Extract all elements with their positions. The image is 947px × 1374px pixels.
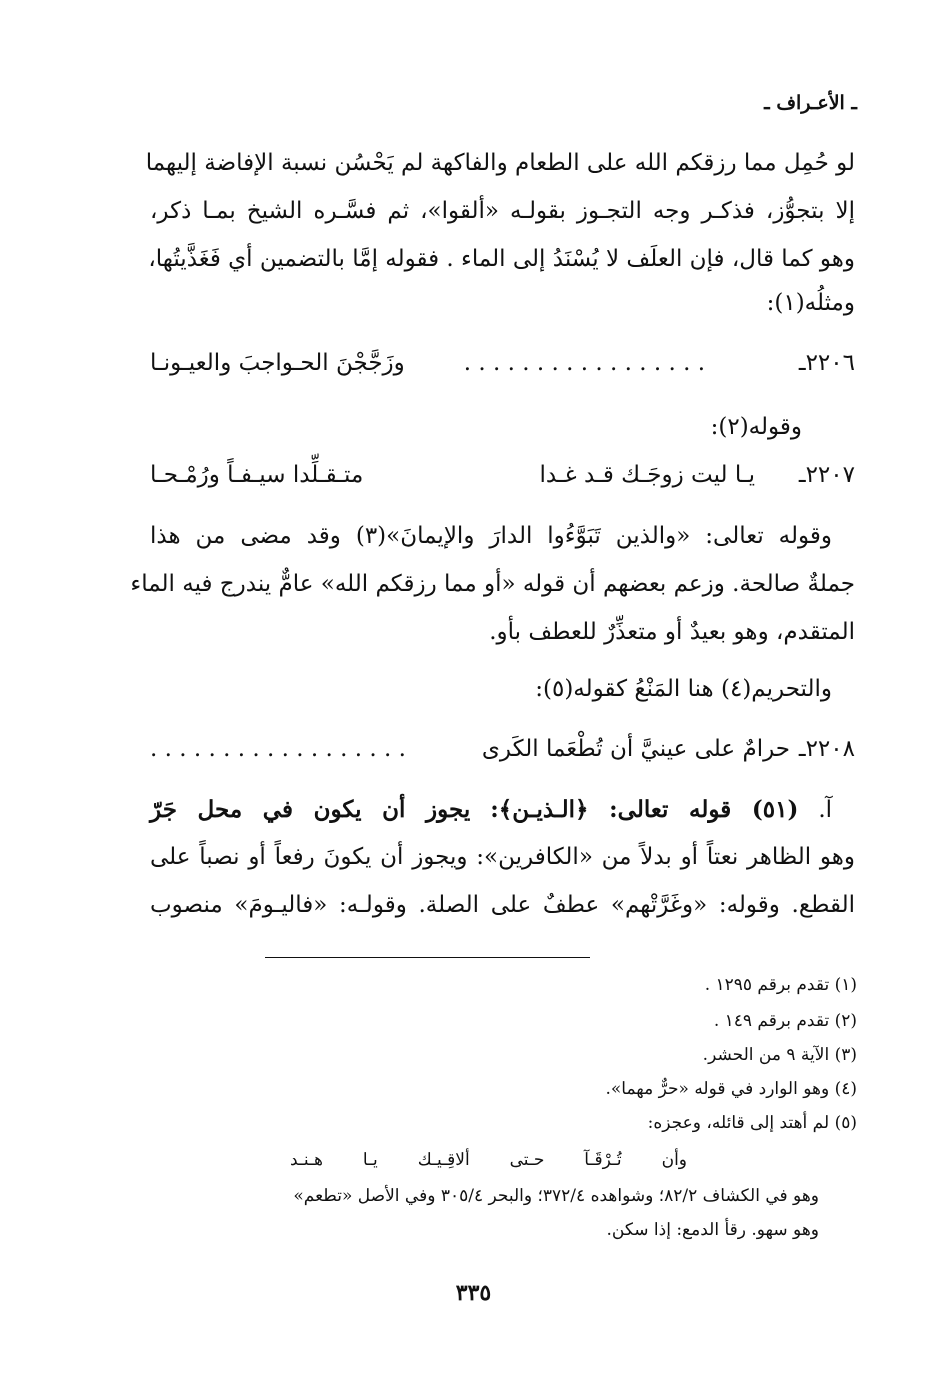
footnote-5: (٥) لم أهتد إلى قائله، وعجزه:: [647, 1113, 857, 1133]
verse-first-half: . . . . . . . . . . . . . . . . .: [463, 350, 705, 376]
para-line-2: جملةٌ صالحة. وزعم بعضهم أن قوله «أو مما رزقكم الله» عامٌّ يندرج فيه الماء: [130, 571, 855, 597]
body-line-1: لو حُمِل مما رزقكم الله على الطعام والفاكهة لم يَحْسُن نسبة الإفاضة إليهما: [145, 150, 855, 176]
footnote-2: (٢) تقدم برقم ١٤٩ .: [713, 1011, 857, 1031]
body-line-4: ومثلُه(١):: [766, 290, 855, 316]
verse-second-half: وزَجَّجْنَ الحـواجبَ والعيـونـا: [150, 350, 405, 376]
verse-number: ٢٢٠٧ـ: [798, 462, 855, 488]
verse-number: ٢٢٠٨ـ: [798, 736, 855, 762]
footnote-separator: [265, 957, 590, 958]
para-tahrim: والتحريم(٤) هنا المَنْعُ كقوله(٥):: [535, 676, 832, 702]
para-verse-51-line-1: [150, 796, 832, 823]
para-verse-51-line-3: القطع. وقوله: «وغَرَّتْهم» عطفٌ على الصلة. وقولـه: «فاليـومَ» منصوب: [150, 892, 855, 918]
footnote-verse: وأن تُـرْقَـآ حـتى ألاقِـيـك يـا هـنـد: [290, 1150, 687, 1170]
para-verse-51-line-2: وهو الظاهر نعتاً أو بدلاً من «الكافرين»: ويجوز أن يكونَ رفعاً أو نصباً على: [150, 844, 855, 870]
verse-intro: وقوله(٢):: [710, 414, 802, 440]
verse-number: ٢٢٠٦ـ: [798, 350, 855, 376]
para-line-1: وقوله تعالى: «والذين تَبَوَّءُوا الدارَ والإيمانَ»(٣) وقد مضى من هذا: [150, 523, 832, 549]
verse-reference: (٥١) قوله تعالى: ﴿الـذيـن﴾:: [490, 796, 799, 823]
footnote-tail-1: وهو في الكشاف ٨٢/٢؛ وشواهده ٣٧٢/٤؛ والبحر ٣٠٥/٤ وفي الأصل «تطعم»: [293, 1186, 819, 1206]
verse-first-half: حرامٌ على عينيَّ أن تُطْعَما الكَرى: [481, 736, 790, 762]
verse-second-half: متـقـلِّدا سيـفـاً ورُمْـحـا: [150, 462, 364, 488]
verse-second-half: . . . . . . . . . . . . . . . . . .: [150, 736, 406, 762]
running-header: ـ الأعـراف ـ: [764, 92, 857, 114]
footnote-tail-2: وهو سهو. رقأ الدمع: إذا سكن.: [606, 1220, 819, 1240]
verse-first-half: يـا ليت زوجَـك قـد غـدا: [539, 462, 755, 488]
para-line-3: المتقدم، وهو بعيدٌ أو متعذِّرٌ للعطف بأو.: [489, 619, 855, 645]
section-label: آ.: [818, 797, 833, 823]
footnote-3: (٣) الآية ٩ من الحشر.: [702, 1045, 857, 1065]
body-line-2: إلا بتجوُّز، فذكـر وجه التجـوز بقولـه «ألقوا»، ثم فسَّـره الشيخ بمـا ذكر،: [150, 198, 855, 224]
footnote-1: (١) تقدم برقم ١٢٩٥ .: [704, 975, 857, 995]
body-line-3: وهو كما قال، فإن العلَف لا يُسْنَدُ إلى الماء . فقوله إمَّا بالتضمين أي فَغَذَّيتُها،: [148, 246, 855, 272]
page-number: ٣٣٥: [455, 1280, 492, 1306]
line-rest: يجوز أن يكون في محل جَرّ: [150, 796, 471, 823]
footnote-4: (٤) وهو الوارد في قوله «حرٌّ مهما».: [605, 1079, 857, 1099]
